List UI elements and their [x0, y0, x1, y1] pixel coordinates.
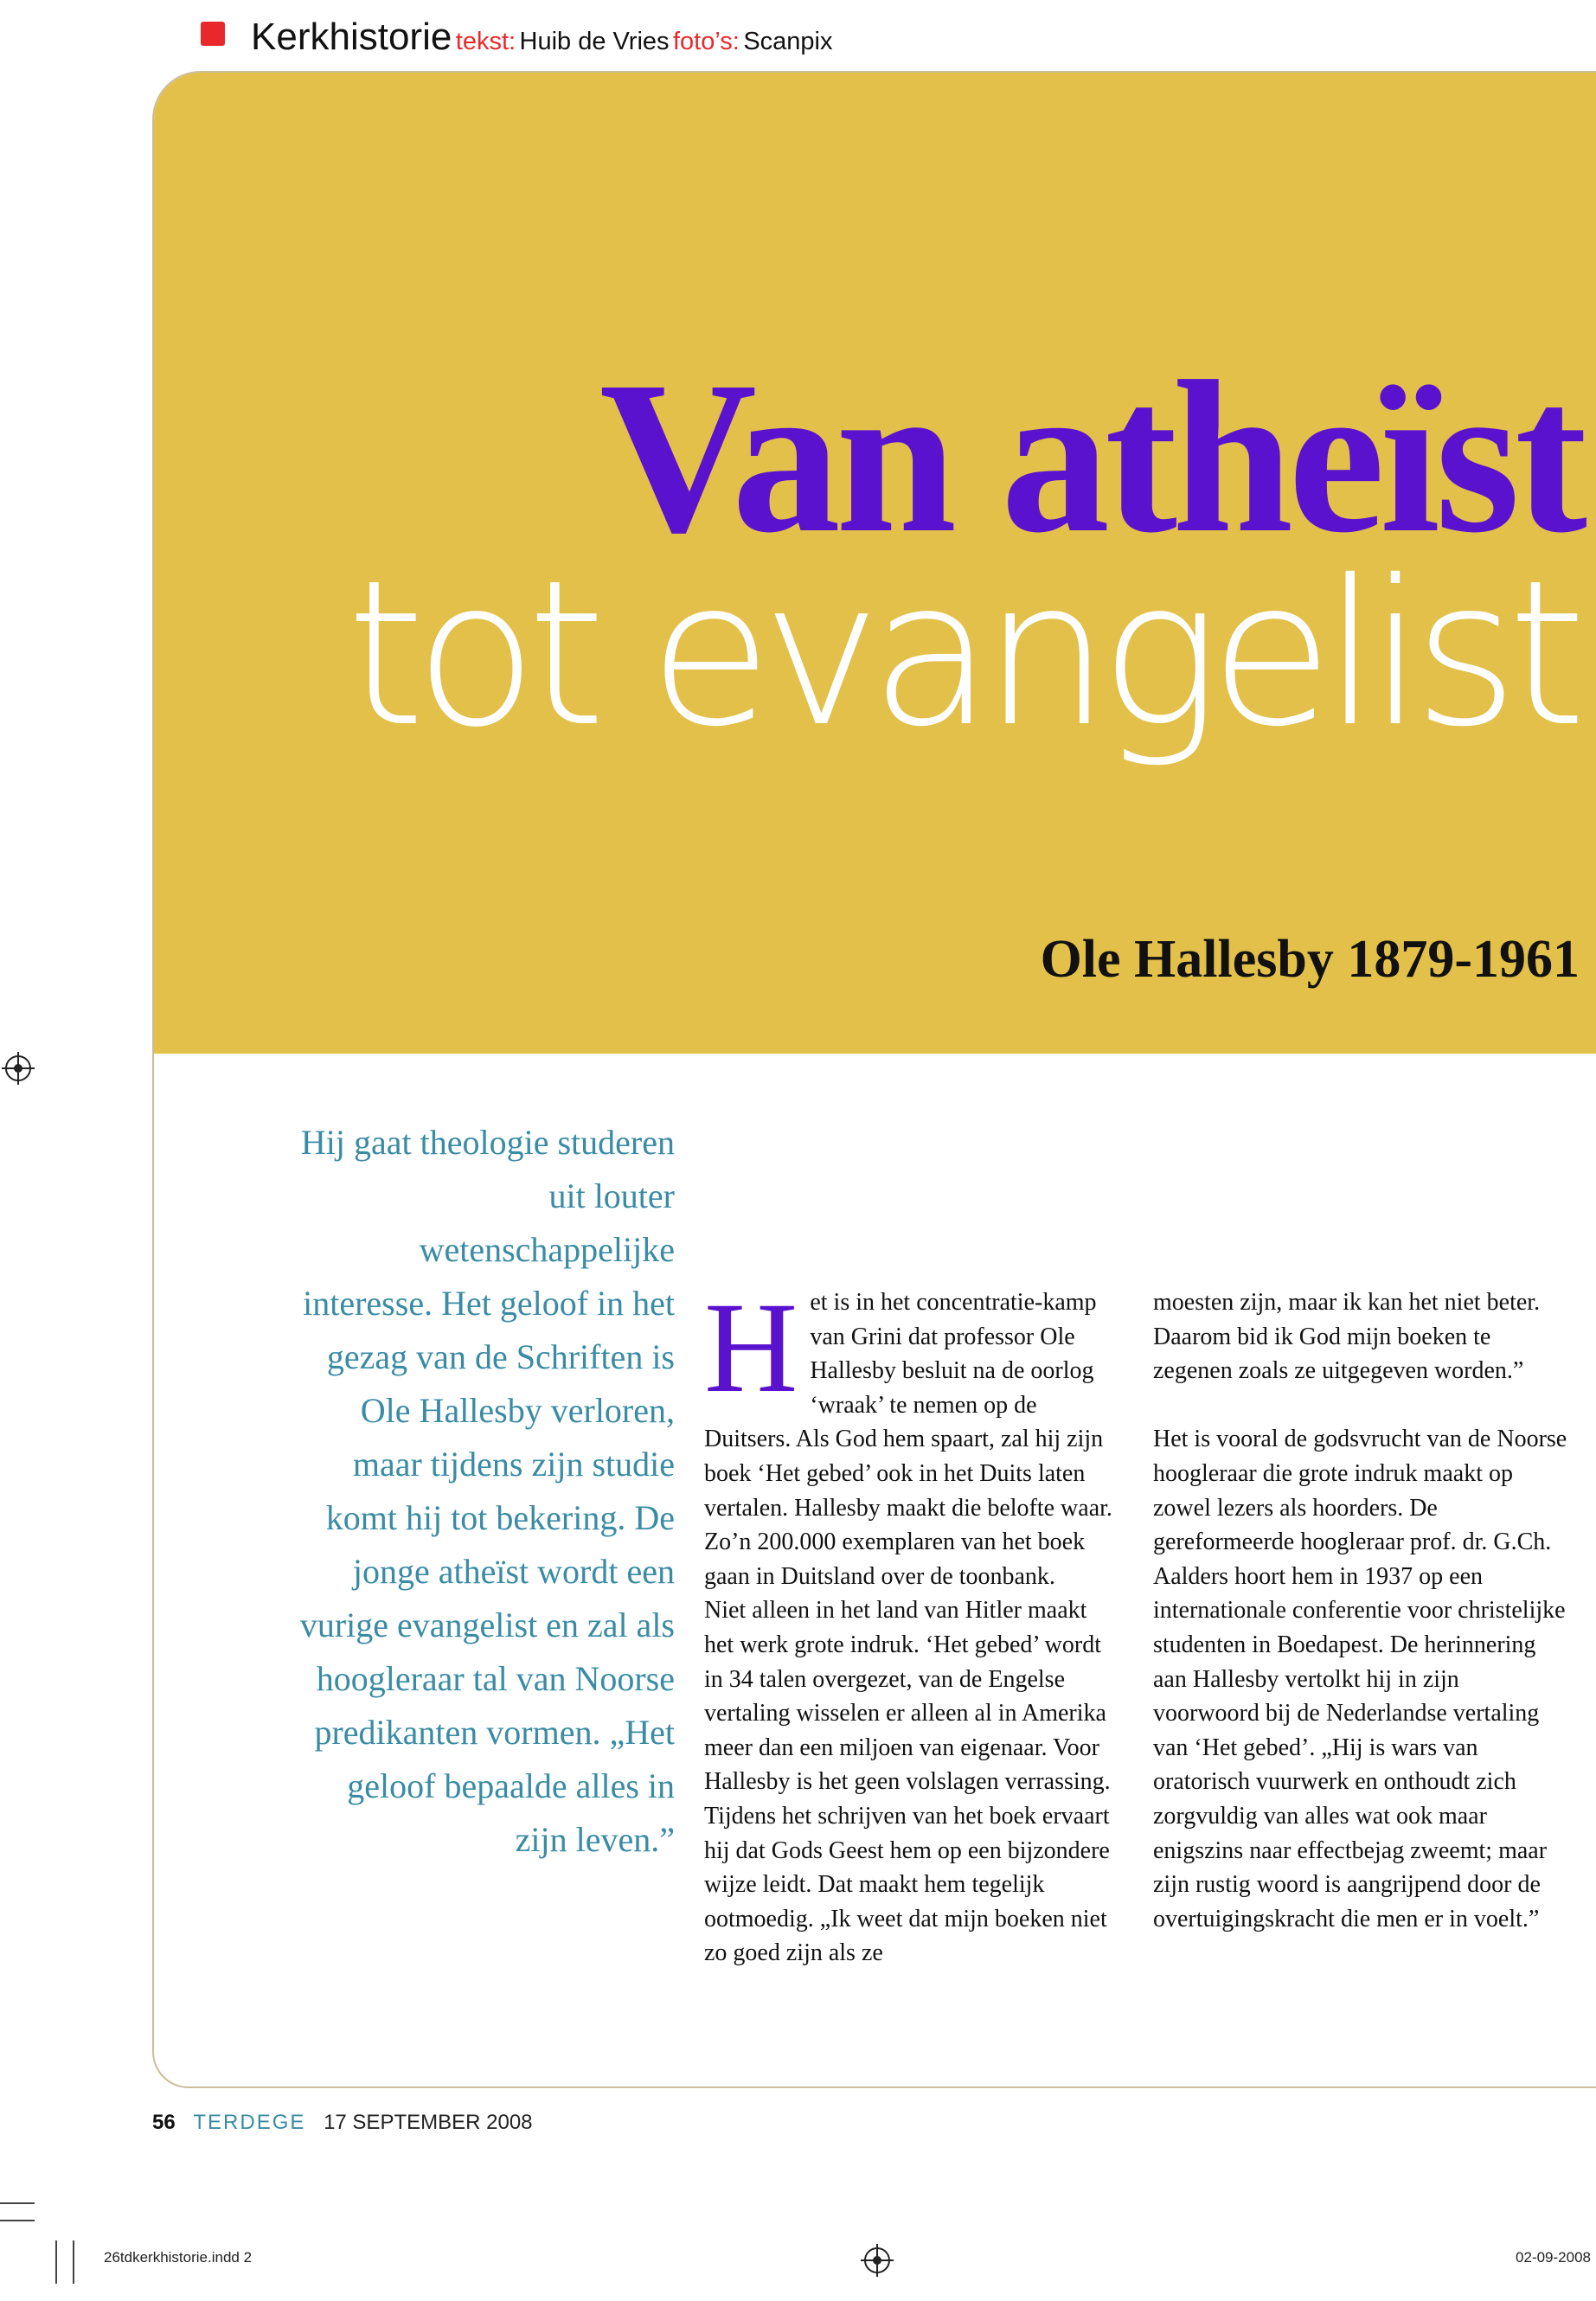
- paragraph-text: et is in het concentratie-kamp van Grini dat professor Ole Hallesby besluit na de oorlog ‘wraak’ te nemen op de Duitsers. Als God hem spaart, zal hij zijn boek ‘Het gebed’ ook in het Duits laten vertalen. Hallesby maakt die belofte waar. Zo’n 200.000 exemplaren van het boek gaan in Duitsland over de toonbank.: [704, 1289, 1112, 1590]
- crop-mark: [0, 2220, 35, 2221]
- slug-filename: 26tdkerkhistorie.indd 2: [104, 2249, 253, 2266]
- article-subtitle: Ole Hallesby 1879-1961: [1040, 930, 1580, 989]
- article-paragraph: [704, 1276, 1119, 1593]
- registration-mark-icon: [5, 1055, 31, 1081]
- crop-mark: [0, 2202, 35, 2204]
- registration-mark-icon: [864, 2247, 890, 2273]
- article-column-2: [1153, 1285, 1568, 1936]
- slug-date: 02-09-2008: [1516, 2249, 1591, 2266]
- article-paragraph: Niet alleen in het land van Hitler maakt het werk grote indruk. ‘Het gebed’ wordt in 34 talen overgezet, van de Engelse vertaling wisselen er alleen al in Amerika meer dan een miljoen van eigenaar. Voor Hallesby is het geen volslagen verrassing. Tijdens het schrijven van het boek ervaart hij dat Gods Geest hem op een bijzondere wijze leidt. Dat maakt hem tegelijk ootmoedig. „Ik weet dat mijn boeken niet zo goed zijn als ze: [704, 1597, 1111, 1967]
- article-paragraph: moesten zijn, maar ik kan het niet beter. Daarom bid ik God mijn boeken te zegenen zoals ze uitgegeven worden.”: [1153, 1289, 1541, 1385]
- section-name: Kerkhistorie: [251, 16, 452, 58]
- page-header: [201, 16, 832, 64]
- section-marker-icon: [201, 22, 225, 46]
- pull-quote: Hij gaat theologie studeren uit louter wetenschappelijke interesse. Het geloof in het gezag van de Schriften is Ole Hallesby verloren, maar tijdens zijn studie komt hij tot bekering. De jonge atheïst wordt een vurige evangelist en zal als hoogleraar tal van Noorse predikanten vormen. „Het geloof bepaalde alles in zijn leven.”: [299, 1123, 675, 1859]
- title-line-2: tot evangelist: [346, 537, 1576, 771]
- crop-mark: [73, 2240, 74, 2284]
- article-paragraph: Het is vooral de godsvrucht van de Noorse hoogleraar die grote indruk maakt op zowel lezers als hoorders. De gereformeerde hoogleraar prof. dr. G.Ch. Aalders hoort hem in 1937 op een internationale conferentie voor christelijke studenten in Boedapest. De herinnering aan Hallesby vertolkt hij in zijn voorwoord bij de Nederlandse vertaling van ‘Het gebed’. „Hij is wars van oratorisch vuurwerk en onthoudt zich zorgvuldig van alles wat ook maar enigszins naar effectbejag zweemt; maar zijn rustig woord is aangrijpend door de overtuigingskracht die men er in voelt.”: [1153, 1426, 1567, 1932]
- magazine-name: TERDEGE: [193, 2111, 306, 2134]
- drop-cap: H: [704, 1276, 798, 1420]
- page-footer: [152, 2111, 533, 2135]
- article-column-1: [704, 1276, 1119, 1971]
- photo-credit-label: foto’s:: [673, 28, 740, 55]
- author-name: Huib de Vries: [519, 28, 670, 55]
- page-number: 56: [152, 2111, 176, 2134]
- text-credit-label: tekst:: [455, 28, 516, 55]
- issue-date: 17 SEPTEMBER 2008: [324, 2111, 533, 2134]
- photographer-name: Scanpix: [743, 28, 833, 55]
- title-line-1: Van atheïst: [599, 336, 1582, 578]
- crop-mark: [55, 2240, 57, 2284]
